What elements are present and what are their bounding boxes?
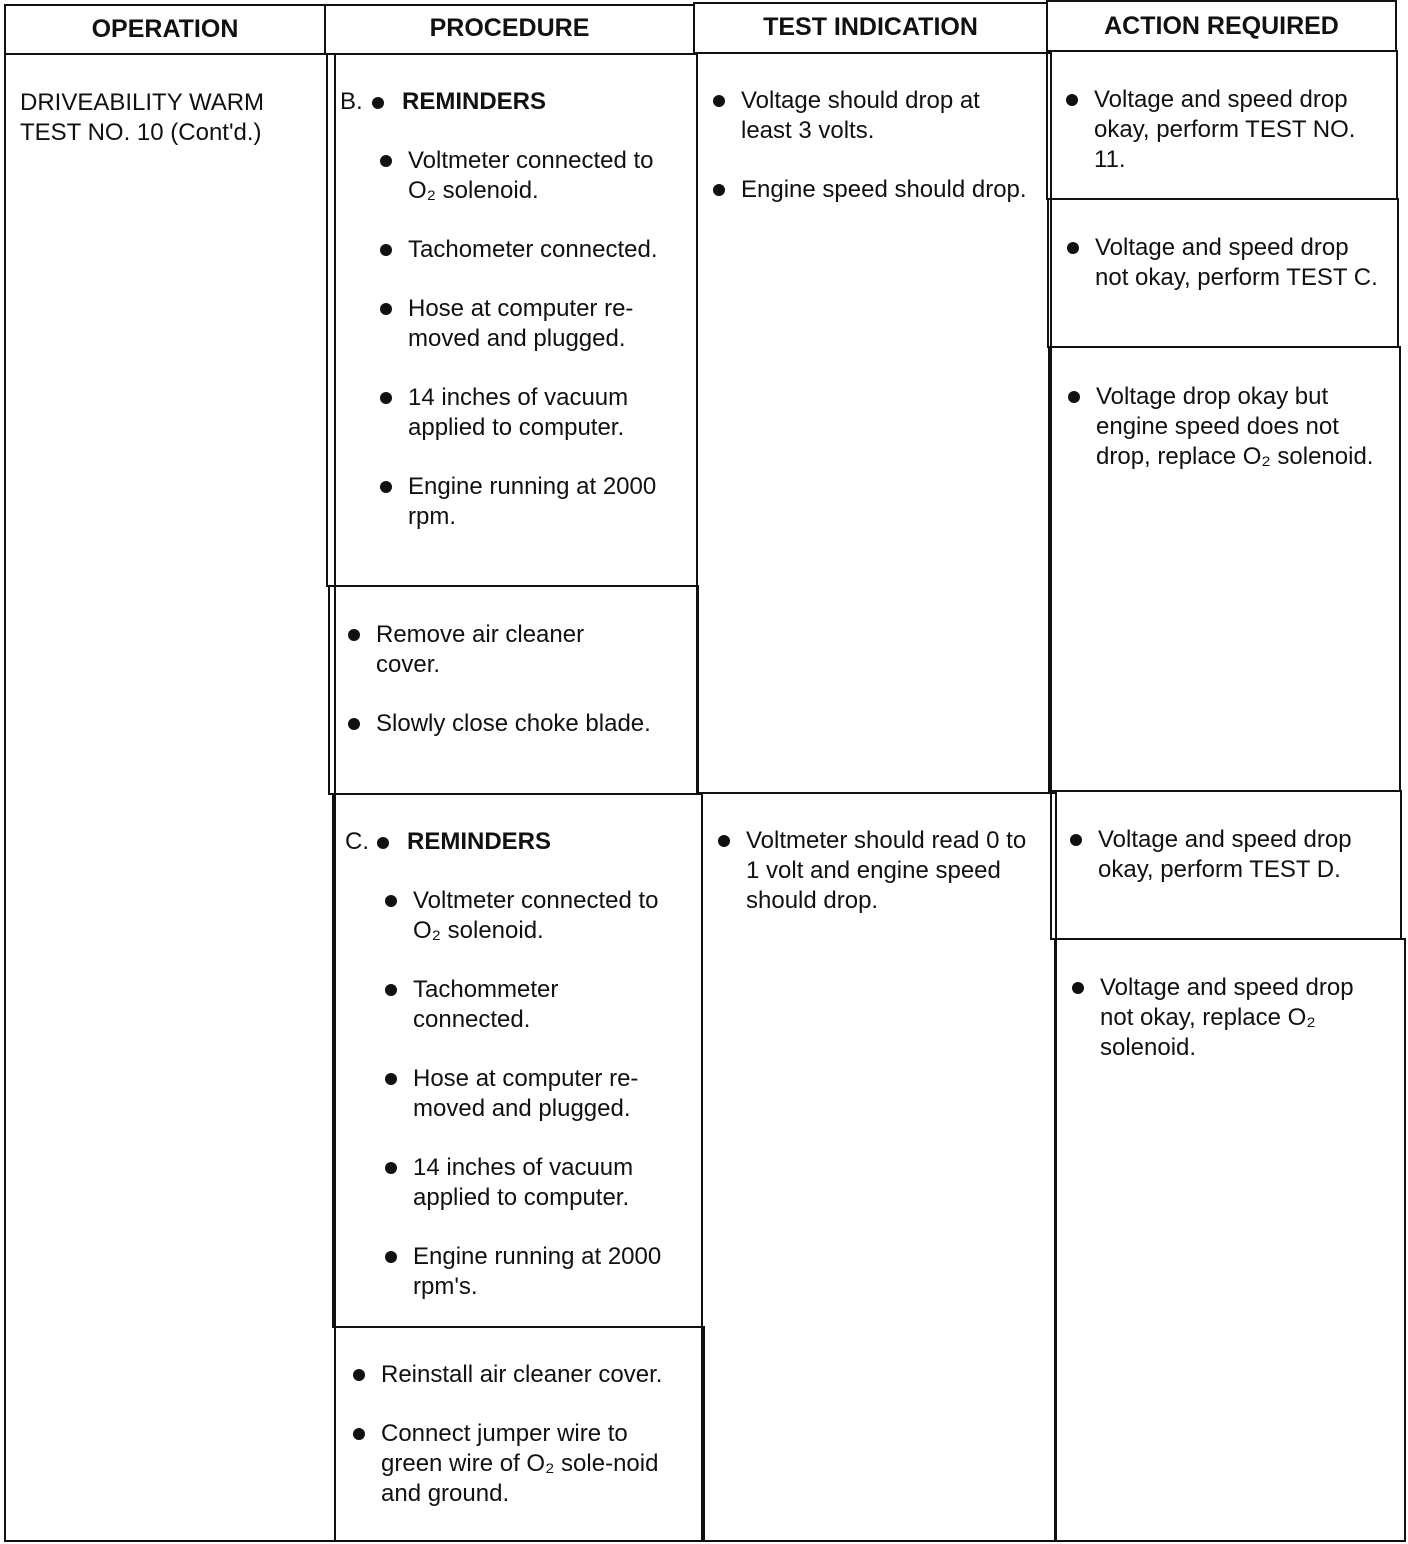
procedure-c (345, 827, 685, 1302)
procedure-b-title-row (340, 87, 680, 117)
list-item: Voltage and speed drop not okay, perform TEST C. (1061, 233, 1386, 293)
bullet-icon (713, 95, 725, 107)
procedure-c2 (347, 1360, 677, 1509)
action-c2 (1066, 973, 1391, 1063)
list-item: 14 inches of vacuum applied to computer. (379, 1153, 669, 1213)
list-item: Engine running at 2000 rpm. (374, 472, 664, 532)
action-c1 (1064, 825, 1389, 885)
procedure-c-reminders (379, 886, 669, 1302)
bullet-icon (353, 1428, 365, 1440)
list-item: Remove air cleaner cover. (342, 620, 652, 680)
list-item: Slowly close choke blade. (342, 709, 652, 739)
bullet-icon (1066, 94, 1078, 106)
bullet-icon (385, 1251, 397, 1263)
bullet-icon (380, 303, 392, 315)
list-item: Hose at computer re-moved and plugged. (374, 294, 664, 354)
list-item: Voltmeter should read 0 to 1 volt and engine speed should drop. (712, 826, 1032, 916)
list-item: Reinstall air cleaner cover. (347, 1360, 677, 1390)
procedure-b-title: REMINDERS (402, 88, 547, 115)
bullet-icon (385, 1162, 397, 1174)
action-b1 (1060, 85, 1385, 175)
list-item: Voltage should drop at least 3 volts. (707, 86, 1027, 146)
bullet-icon (385, 984, 397, 996)
procedure-b (340, 87, 680, 532)
procedure-c-label: C. (345, 828, 369, 855)
bullet-icon (713, 184, 725, 196)
list-item: Voltage and speed drop okay, perform TEST D. (1064, 825, 1389, 885)
list-item: Engine speed should drop. (707, 175, 1027, 205)
bullet-icon (1070, 834, 1082, 846)
list-item: Voltage and speed drop not okay, replace O₂ solenoid. (1066, 973, 1391, 1063)
list-item: 14 inches of vacuum applied to computer. (374, 383, 664, 443)
bullet-icon (1067, 242, 1079, 254)
bullet-icon (380, 155, 392, 167)
list-item: Hose at computer re-moved and plugged. (379, 1064, 669, 1124)
action-b2 (1061, 233, 1386, 293)
list-item: Tachometer connected. (374, 235, 664, 265)
operation-text (20, 88, 310, 148)
procedure-c-title: REMINDERS (407, 828, 552, 855)
list-item: Voltage and speed drop okay, perform TEST NO. 11. (1060, 85, 1385, 175)
bullet-icon (377, 837, 389, 849)
bullet-icon (380, 244, 392, 256)
bullet-icon (372, 97, 384, 109)
procedure-b-reminders (374, 146, 664, 532)
action-b3 (1062, 382, 1387, 472)
list-item: Tachommeter connected. (379, 975, 669, 1035)
procedure-b-label: B. (340, 88, 363, 115)
operation-column (4, 53, 336, 1542)
bullet-icon (718, 835, 730, 847)
header-procedure: PROCEDURE (429, 14, 590, 42)
list-item: Voltmeter connected to O₂ solenoid. (379, 886, 669, 946)
procedure-c-title-row (345, 827, 685, 857)
bullet-icon (385, 895, 397, 907)
indication-c (712, 826, 1032, 916)
list-item: Voltage drop okay but engine speed does not drop, replace O₂ solenoid. (1062, 382, 1387, 472)
header-test-indication: TEST INDICATION (763, 13, 978, 41)
bullet-icon (353, 1369, 365, 1381)
bullet-icon (1072, 982, 1084, 994)
bullet-icon (348, 629, 360, 641)
list-item: Engine running at 2000 rpm's. (379, 1242, 669, 1302)
list-item: Connect jumper wire to green wire of O₂ sole-noid and ground. (347, 1419, 677, 1509)
bullet-icon (380, 481, 392, 493)
list-item: Voltmeter connected to O₂ solenoid. (374, 146, 664, 206)
header-operation: OPERATION (91, 15, 239, 43)
indication-b (707, 86, 1027, 205)
bullet-icon (1068, 391, 1080, 403)
bullet-icon (348, 718, 360, 730)
procedure-b2 (342, 620, 652, 739)
header-action-required: ACTION REQUIRED (1104, 12, 1339, 40)
bullet-icon (380, 392, 392, 404)
bullet-icon (385, 1073, 397, 1085)
operation-label: DRIVEABILITY WARM TEST NO. 10 (Cont'd.) (20, 89, 265, 146)
